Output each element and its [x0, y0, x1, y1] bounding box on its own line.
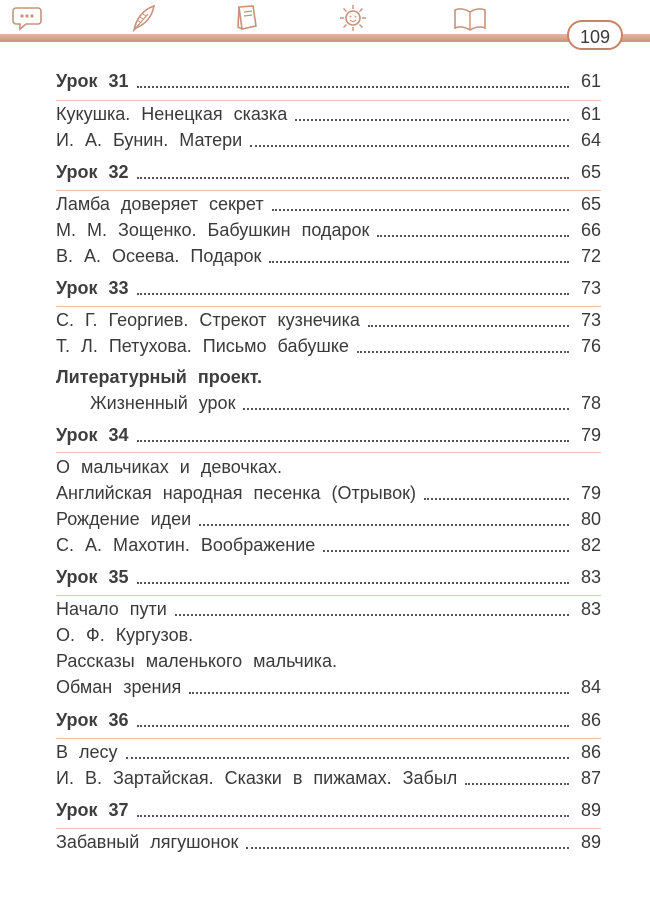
toc-title: Т. Л. Петухова. Письмо бабушке — [56, 336, 349, 356]
toc-title: Ламба доверяет секрет — [56, 194, 264, 214]
toc-title: Начало пути — [56, 599, 167, 619]
toc-literary-project[interactable] — [56, 364, 601, 390]
toc-entry[interactable] — [56, 191, 601, 217]
toc-entry — [56, 622, 601, 648]
toc-lesson-35[interactable] — [56, 564, 601, 590]
toc-entry[interactable] — [56, 829, 601, 855]
toc-entry[interactable] — [56, 127, 601, 153]
toc-page: 65 — [580, 162, 601, 182]
dot-leader — [323, 550, 569, 552]
toc-title: В. А. Осеева. Подарок — [56, 246, 262, 266]
toc-title: Обман зрения — [56, 677, 182, 697]
toc-page: 73 — [580, 278, 601, 298]
toc-page: 86 — [580, 742, 601, 762]
toc-title: Урок 37 — [56, 800, 129, 820]
toc-entry[interactable] — [56, 739, 601, 765]
toc-page: 73 — [580, 310, 601, 330]
toc-title: Урок 33 — [56, 278, 129, 298]
dot-leader — [368, 325, 569, 327]
dot-leader — [137, 582, 569, 584]
toc-title: И. В. Зартайская. Сказки в пижамах. Забыл — [56, 768, 458, 788]
toc-title: О. Ф. Кургузов. — [56, 625, 194, 645]
dot-leader — [272, 209, 569, 211]
dot-leader — [424, 498, 569, 500]
toc-title: Кукушка. Ненецкая сказка — [56, 104, 288, 124]
toc-page: 66 — [580, 220, 601, 240]
toc-title: Урок 32 — [56, 162, 129, 182]
dot-leader — [250, 145, 569, 147]
toc-entry[interactable] — [56, 480, 601, 506]
toc-title: Рассказы маленького мальчика. — [56, 651, 337, 671]
toc-lesson-37[interactable] — [56, 797, 601, 823]
toc-title: Рождение идеи — [56, 509, 192, 529]
toc-entry[interactable] — [56, 101, 601, 127]
dot-leader — [137, 293, 569, 295]
dot-leader — [269, 261, 569, 263]
toc-entry[interactable] — [56, 243, 601, 269]
toc-title: Урок 31 — [56, 71, 129, 91]
dot-leader — [137, 815, 569, 817]
toc-page: 65 — [580, 194, 601, 214]
toc-entry[interactable] — [56, 217, 601, 243]
dot-leader — [175, 614, 569, 616]
dot-leader — [465, 783, 569, 785]
toc-entry[interactable] — [90, 390, 601, 416]
toc-entry — [56, 454, 601, 480]
toc-page: 78 — [580, 393, 601, 413]
toc-lesson-31[interactable] — [56, 68, 601, 94]
dot-leader — [357, 351, 569, 353]
toc-title: М. М. Зощенко. Бабушкин подарок — [56, 220, 370, 240]
toc-entry[interactable] — [56, 307, 601, 333]
toc-page: 79 — [580, 483, 601, 503]
page-number: 109 — [567, 20, 623, 50]
toc-title: В лесу — [56, 742, 118, 762]
toc-page: 83 — [580, 599, 601, 619]
toc-page: 84 — [580, 677, 601, 697]
toc-page: 79 — [580, 425, 601, 445]
toc-title: Урок 34 — [56, 425, 129, 445]
toc-page: 82 — [580, 535, 601, 555]
toc-lesson-36[interactable] — [56, 707, 601, 733]
dot-leader — [295, 119, 569, 121]
toc-entry[interactable] — [56, 596, 601, 622]
toc-title: Урок 36 — [56, 710, 129, 730]
dot-leader — [137, 440, 569, 442]
toc-page: 64 — [580, 130, 601, 150]
toc-title: Жизненный урок — [90, 393, 236, 413]
toc-page: 61 — [580, 104, 601, 124]
dot-leader — [137, 177, 569, 179]
toc-title: Забавный лягушонок — [56, 832, 239, 852]
toc-lesson-32[interactable] — [56, 159, 601, 185]
toc-title: О мальчиках и девочках. — [56, 457, 282, 477]
toc-title: И. А. Бунин. Матери — [56, 130, 243, 150]
dot-leader — [199, 524, 569, 526]
toc-entry[interactable] — [56, 532, 601, 558]
toc-page: 89 — [580, 800, 601, 820]
toc-entry[interactable] — [56, 506, 601, 532]
toc-lesson-33[interactable] — [56, 275, 601, 301]
toc-title: Урок 35 — [56, 567, 129, 587]
toc-page: 86 — [580, 710, 601, 730]
toc-title: Литературный проект. — [56, 367, 262, 387]
dot-leader — [246, 847, 569, 849]
toc-page: 61 — [580, 71, 601, 91]
dot-leader — [137, 725, 569, 727]
separator-line — [56, 452, 601, 453]
toc-title: Английская народная песенка (Отрывок) — [56, 483, 416, 503]
toc-lesson-34[interactable] — [56, 422, 601, 448]
dot-leader — [243, 408, 569, 410]
toc-entry[interactable] — [56, 674, 601, 700]
toc-page: 72 — [580, 246, 601, 266]
toc-entry[interactable] — [56, 765, 601, 791]
toc-page: 87 — [580, 768, 601, 788]
toc-page: 83 — [580, 567, 601, 587]
dot-leader — [189, 692, 569, 694]
toc-page: 89 — [580, 832, 601, 852]
toc-entry — [56, 648, 601, 674]
dot-leader — [126, 757, 569, 759]
toc-page: 80 — [580, 509, 601, 529]
toc-title: С. А. Махотин. Воображение — [56, 535, 316, 555]
toc-title: С. Г. Георгиев. Стрекот кузнечика — [56, 310, 360, 330]
dot-leader — [377, 235, 569, 237]
toc-page: 76 — [580, 336, 601, 356]
toc-entry[interactable] — [56, 333, 601, 359]
dot-leader — [137, 86, 569, 88]
